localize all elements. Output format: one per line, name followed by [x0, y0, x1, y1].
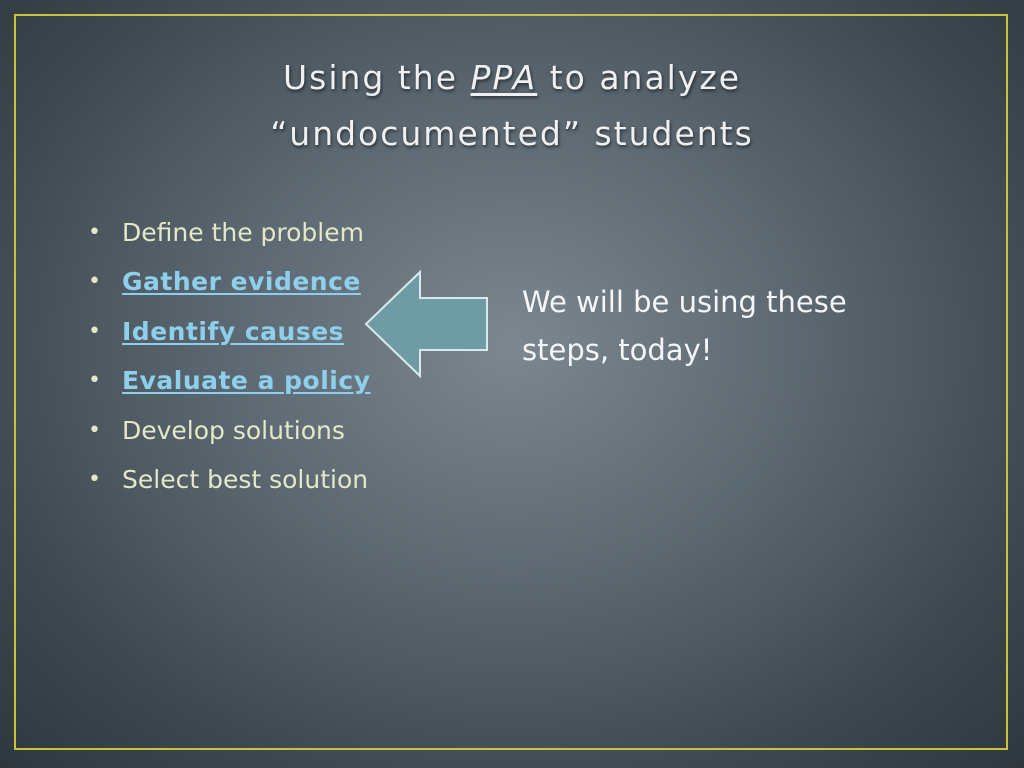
- title-line-1: [0, 50, 1024, 106]
- title-line-2: “undocumented” students: [270, 114, 754, 153]
- step-item-gather[interactable]: [88, 259, 371, 308]
- step-item-develop: [88, 408, 371, 457]
- step-link[interactable]: Identify causes: [122, 316, 345, 346]
- step-item-evaluate[interactable]: [88, 358, 371, 407]
- step-item-identify[interactable]: [88, 309, 371, 358]
- step-link[interactable]: Gather evidence: [122, 267, 361, 297]
- slide-title: [0, 50, 1024, 162]
- step-item-define: [88, 210, 371, 259]
- left-arrow-shape: [366, 272, 487, 376]
- left-arrow-icon: [360, 268, 492, 380]
- step-text: Define the problem: [122, 218, 364, 247]
- note-text: We will be using these steps, today!: [522, 285, 847, 367]
- title-prefix: Using the: [282, 58, 471, 97]
- step-text: Develop solutions: [122, 415, 345, 445]
- step-item-select: [88, 457, 371, 506]
- steps-list: [88, 210, 371, 506]
- title-emphasis: PPA: [470, 58, 538, 97]
- step-link[interactable]: Evaluate a policy: [122, 366, 371, 396]
- title-suffix: to analyze: [537, 58, 742, 97]
- step-text: Select best solution: [122, 464, 369, 494]
